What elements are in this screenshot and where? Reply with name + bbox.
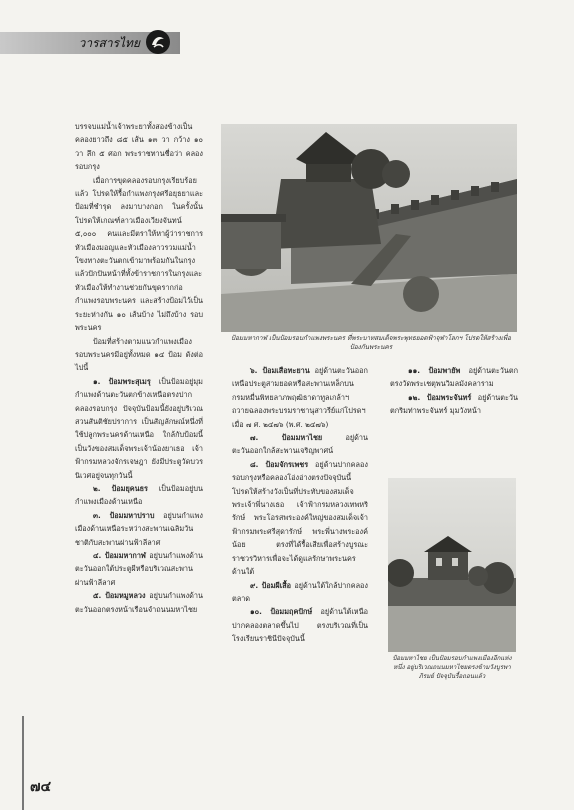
- fort-description: อยู่ด้านตะวันออกใกล้สะพานเจริญพาศน์: [232, 433, 368, 456]
- section-title: วารสารไทย: [78, 36, 140, 50]
- fort-description: เป็นป้อมอยู่บนกำแพงเมืองด้านเหนือ: [75, 483, 203, 507]
- fort-entry: [75, 375, 203, 482]
- fort-description: อยู่ด้านใต้เหนือปากคลองตลาดขึ้นไป ตรงบริเวณที่เป็นโรงเรียนราชินีปัจจุบันนี้: [232, 607, 368, 644]
- fort-mahachai-photo: [388, 478, 516, 652]
- fort-entry: [75, 589, 203, 616]
- paragraph: ป้อมที่สร้างตามแนวกำแพงเมืองรอบพระนครมีอยู่ทั้งหมด ๑๔ ป้อม ดังต่อไปนี้: [75, 336, 203, 373]
- page-edge-rule: [22, 716, 24, 810]
- fort-description: อยู่บนกำแพงด้านตะวันออกตรงหน้าเรือนจำถนนมหาไชย: [75, 591, 203, 614]
- text-column-2: [232, 364, 368, 646]
- fort-description: อยู่ด้านตะวันตกริมท่าพระจันทร์ มุมวังหน้า: [390, 392, 518, 416]
- photo-caption: ป้อมมหาไชย เป็นป้อมรอบกำแพงเมืองอีกแห่งหนึ่ง อยู่บริเวณถนนมหาไชยตรงข้ามวังบูรพาภิรมย์ ปัจจุบันรื้อถอนแล้ว: [392, 655, 512, 680]
- fort-description: อยู่ด้านตะวันตก ตรงวัดพระเชตุพนวิมลมังคลาราม: [390, 366, 518, 389]
- fort-description: อยู่บนกำแพงด้านตะวันออกใต้ประตูผีหรือบริเวณสะพานผ่านฟ้าลีลาศ: [75, 551, 203, 587]
- paragraph: บรรจบแม่น้ำเจ้าพระยาทั้งสองข้างเป็น คลองยาวถึง ๘๕ เส้น ๑๓ วา กว้าง ๑๐ วา ลึก ๕ ศอก พระราชทานชื่อว่า คลองรอบกรุง: [75, 122, 203, 172]
- photo-caption: ป้อมมหากาฬ เป็นป้อมรอบกำแพงพระนคร ที่พระบาทสมเด็จพระพุทธยอดฟ้าจุฬาโลกฯ โปรดให้สร้างเพื่อป้องกันพระนคร: [231, 334, 511, 351]
- fort-name: ๒. ป้อมยุคนธร: [93, 483, 148, 493]
- page-number: ๗๔: [30, 779, 52, 795]
- fort-entry: [390, 364, 518, 391]
- fort-mahakan-photo: [221, 124, 517, 332]
- fort-entry: [232, 579, 368, 606]
- fort-name: ๔. ป้อมมหากาฬ: [93, 551, 146, 560]
- fort-entry: [232, 458, 368, 579]
- fort-description: อยู่บนกำแพงเมืองด้านเหนือระหว่างสะพานเฉลิมวันชาติกับสะพานผ่านฟ้าลีลาศ: [75, 510, 203, 547]
- fort-name: ๑๑. ป้อมพายัพ: [408, 366, 461, 375]
- fort-description: อยู่ด้านตะวันออกเหนือประตูสามยอดหรือสะพานเหล็กบน กรมหมื่นพิทยลาภพฤฒิธาดาทูลเกล้าฯ ถวายฉลองพระบรมราชานุสาวรีย์แก่โปรดฯ เมื่อ ๗ ศ. ๒๔๗๖ (พ.ศ. ๒๔๗๖): [232, 366, 368, 429]
- text-column-3: [390, 364, 518, 418]
- fort-entry: [232, 605, 368, 645]
- fort-description: เป็นป้อมอยู่มุมกำแพงด้านตะวันตกข้างเหนือตรงปากคลองรอบกรุง ปัจจุบันป้อมนี้ยังอยู่บริเวณสวนสันติชัยปราการ เป็นสัญลักษณ์หนึ่งที่ใช้ปลูกพระนครด้านเหนือ ใกล้กับป้อมนี้เป็นวังของสมเด็จพระเจ้าน้องยาเธอ เจ้าฟ้ากรมหลวงจักรเจษฎา ยังมีประตูวัดบวรนิเวศอยู่จนทุกวันนี้: [75, 376, 203, 480]
- fort-name: ๗. ป้อมมหาไชย: [250, 433, 323, 443]
- fort-name: ๓. ป้อมมหาปราบ: [93, 510, 155, 520]
- fort-name: ๙. ป้อมผีเสื้อ: [250, 580, 292, 590]
- fort-description: อยู่ด้านใต้ใกล้ปากคลองตลาด: [232, 580, 368, 603]
- fort-entry: [232, 431, 368, 458]
- fort-entry: [390, 391, 518, 418]
- fort-name: ๑. ป้อมพระสุเมรุ: [93, 376, 151, 386]
- fort-entry: [75, 482, 203, 509]
- magazine-logo-icon: [146, 30, 170, 54]
- text-column-1: [75, 120, 203, 616]
- fort-name: ๘. ป้อมจักรเพชร: [250, 459, 309, 469]
- fort-entry: [232, 364, 368, 431]
- fort-name: ๕. ป้อมหมูหลวง: [93, 591, 146, 601]
- fort-name: ๑๒. ป้อมพระจันทร์: [408, 392, 472, 402]
- fort-name: ๖. ป้อมเสือทะยาน: [250, 366, 310, 375]
- fort-description: อยู่ด้านปากคลองรอบกรุงหรือคลองโอ่งอ่างตรงปัจจุบันนี้โปรดให้สร้างวังเป็นที่ประทับของสมเด็จพระเจ้าพี่นางเธอ เจ้าฟ้ากรมหลวงเทพหริรักษ์ พระโอรสพระองค์ใหญ่ของสมเด็จเจ้าฟ้ากรมพระศรีสุดารักษ์ พระพี่นางพระองค์น้อย ตรงที่ได้รื้อเสียเพื่อสร้างบูรณะราชวรวิหารเพื่อจะได้ดูแลรักษาพระนครด้านใต้: [232, 459, 368, 577]
- fort-entry: [75, 509, 203, 549]
- paragraph: เมื่อการขุดคลองรอบกรุงเรียบร้อยแล้ว โปรดให้รื้อกำแพงกรุงศรีอยุธยาและป้อมที่ชำรุด ลงมาบางกอก ในครั้งนั้นโปรดให้เกณฑ์ลาวเมืองเวียงจันทน์ ๕,๐๐๐ คนและมีตราให้หาผู้ว่าราชการหัวเมืองมอญและหัวเมืองลาวรวมแม่น้ำโขงทางตะวันตกเข้ามาพร้อมกันในกรุง แล้วปักปันหน้าที่ทั้งข้าราชการในกรุงและหัวเมืองให้ทำงานช่วยกันขุดรากก่อกำแพงรอบพระนคร และสร้างป้อมไว้เป็นระยะห่างกัน ๑๐ เส้นบ้าง ไม่ถึงบ้าง รอบพระนคร: [75, 175, 203, 333]
- fort-name: ๑๐. ป้อมมฤคปักษ์: [250, 607, 313, 617]
- fort-entry: [75, 549, 203, 589]
